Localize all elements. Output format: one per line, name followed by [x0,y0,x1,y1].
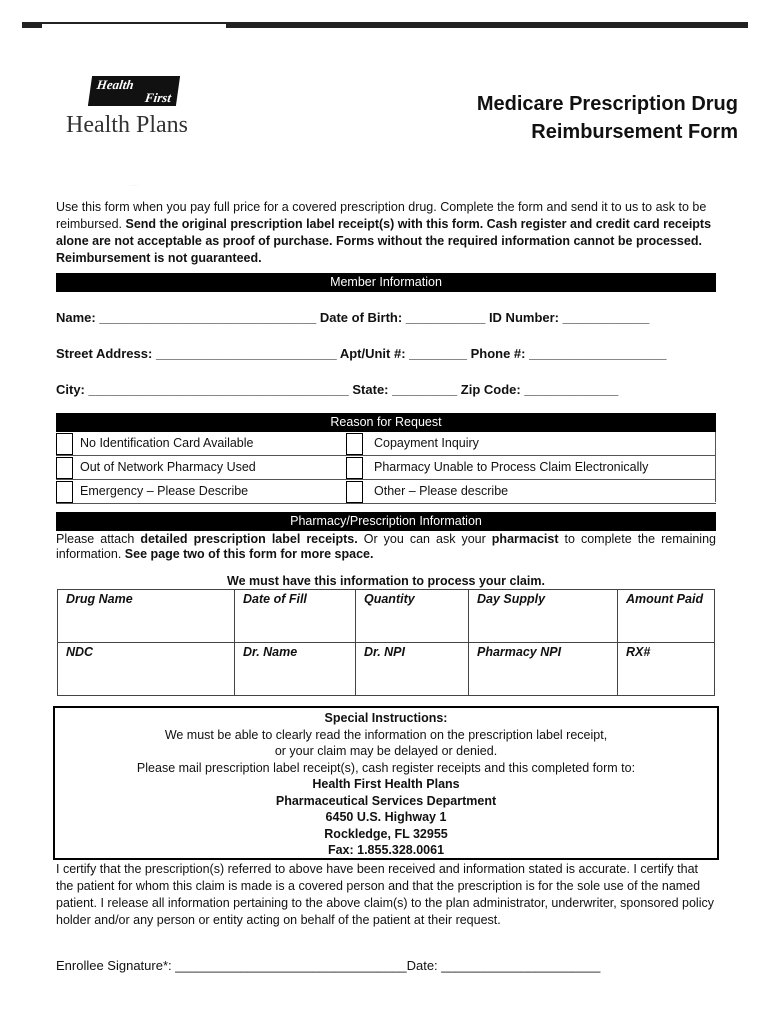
reason-label: No Identification Card Available [80,436,254,450]
member-line-address[interactable]: Street Address: _________________________ Apt/Unit #: ________ Phone #: ___________________ [56,346,667,361]
reason-row [56,456,716,480]
mail-dept: Pharmaceutical Services Department [275,793,497,808]
reason-checkbox-other[interactable] [346,481,363,503]
reason-label: Copayment Inquiry [374,436,479,450]
reason-checkbox-out-of-network[interactable] [56,457,73,479]
reason-row [56,432,716,456]
ndc-cell[interactable]: NDC [58,643,235,696]
form-title-line1: Medicare Prescription Drug [476,93,738,115]
attach-bold: detailed prescription label receipts. [140,532,358,546]
reason-checkbox-unable-to-process[interactable] [346,457,363,479]
reason-row [56,480,716,504]
certification-text: I certify that the prescription(s) referred to above have been received and information stated is accurate. I certify that the patient for whom this claim is made is a covered person and that the prescription is for the sole use of the named patient. I release all information pertaining to the above claim(s) to the plan administrator, underwriter, sponsored policy holder and/or any person or entity acting on behalf of the patient at their request. [56,862,714,927]
mail-street: 6450 U.S. Highway 1 [325,810,447,824]
attach-text: Or you can ask your [357,532,492,546]
reason-label: Other – Please describe [374,484,509,498]
drug-info-table [57,589,715,696]
reason-header: Reason for Request [56,413,716,432]
pharmacy-header: Pharmacy/Prescription Information [56,512,716,531]
mail-city: Rockledge, FL 32955 [324,826,448,841]
intro-bold: Send the original prescription label receipt(s) with this form. Cash register and credit card receipts alone are not acceptable as proof of purchase. Forms without the required information cannot be processed. Reimbursement is not guaranteed. [56,217,712,265]
special-line: Please mail prescription label receipt(s), cash register receipts and this completed form to: [136,760,636,775]
reason-table-border [715,432,716,502]
attach-instructions [56,532,716,562]
attach-text: Please attach [56,532,141,546]
reason-table [56,432,716,504]
logo-badge-line2: First [144,90,173,105]
must-have-info: We must have this information to process your claim. [227,574,545,588]
rx-number-cell[interactable]: RX# [618,643,715,696]
logo-name: Health Plans [66,112,188,138]
quantity-cell[interactable]: Quantity [356,590,469,643]
mail-org: Health First Health Plans [312,777,460,791]
day-supply-cell[interactable]: Day Supply [469,590,618,643]
dr-npi-cell[interactable]: Dr. NPI [356,643,469,696]
attach-bold: pharmacist [491,532,559,546]
attach-text: to complete the remaining information. [56,532,716,561]
logo-badge-line1: Health [95,77,135,92]
intro-paragraph [56,199,716,267]
reason-label: Pharmacy Unable to Process Claim Electronically [374,460,649,474]
special-heading: Special Instructions: [324,711,448,725]
table-row [58,590,715,643]
form-title [477,90,738,146]
date-of-fill-cell[interactable]: Date of Fill [235,590,356,643]
special-line: We must be able to clearly read the information on the prescription label receipt, [164,727,608,742]
table-row [58,643,715,696]
reason-label: Emergency – Please Describe [80,484,249,498]
mail-fax: Fax: 1.855.328.0061 [327,843,445,857]
signature-line[interactable]: Enrollee Signature*: ________________________________Date: ______________________ [56,958,601,973]
reason-checkbox-emergency[interactable] [56,481,73,503]
member-line-name[interactable]: Name: ______________________________ Date of Birth: ___________ ID Number: ____________ [56,310,650,325]
special-instructions-box [53,706,719,860]
special-line: or your claim may be delayed or denied. [274,744,498,758]
dr-name-cell[interactable]: Dr. Name [235,643,356,696]
intro-plain: Use this form when you pay full price for a covered prescription drug. Complete the form and send it to us to ask to be reimbursed. [56,200,707,231]
drug-name-cell[interactable]: Drug Name [58,590,235,643]
reason-checkbox-no-id[interactable] [56,433,73,455]
attach-bold: See page two of this form for more space. [124,547,374,561]
reason-label: Out of Network Pharmacy Used [80,460,256,474]
form-title-line2: Reimbursement Form [531,121,738,143]
health-first-logo [88,76,180,106]
member-line-city[interactable]: City: ____________________________________ State: _________ Zip Code: _____________ [56,382,619,397]
member-info-header: Member Information [56,273,716,292]
pharmacy-npi-cell[interactable]: Pharmacy NPI [469,643,618,696]
reason-checkbox-copay[interactable] [346,433,363,455]
amount-paid-cell[interactable]: Amount Paid [618,590,715,643]
